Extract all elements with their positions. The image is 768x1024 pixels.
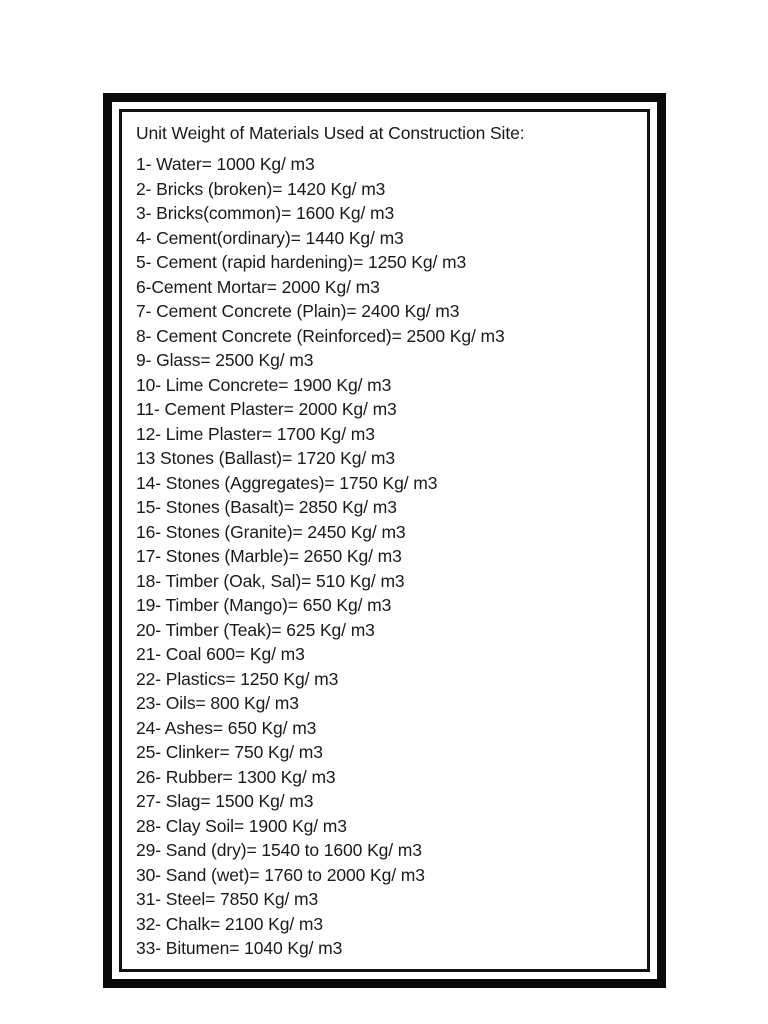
list-item: 33- Bitumen= 1040 Kg/ m3 bbox=[136, 938, 343, 958]
list-item: 9- Glass= 2500 Kg/ m3 bbox=[136, 350, 314, 370]
list-item: 23- Oils= 800 Kg/ m3 bbox=[136, 693, 299, 713]
outer-black-frame bbox=[103, 93, 666, 988]
list-item: 24- Ashes= 650 Kg/ m3 bbox=[136, 717, 317, 738]
list-item: 16- Stones (Granite)= 2450 Kg/ m3 bbox=[136, 521, 406, 542]
list-item: 8- Cement Concrete (Reinforced)= 2500 Kg/ m3 bbox=[136, 325, 505, 346]
list-item: 17- Stones (Marble)= 2650 Kg/ m3 bbox=[136, 546, 402, 566]
list-item: 10- Lime Concrete= 1900 Kg/ m3 bbox=[136, 374, 392, 395]
list-item: 30- Sand (wet)= 1760 to 2000 Kg/ m3 bbox=[136, 864, 425, 885]
document-content bbox=[136, 120, 639, 961]
list-item: 18- Timber (Oak, Sal)= 510 Kg/ m3 bbox=[136, 570, 405, 591]
list-item: 28- Clay Soil= 1900 Kg/ m3 bbox=[136, 815, 347, 836]
list-item: 1- Water= 1000 Kg/ m3 bbox=[136, 154, 315, 174]
list-item: 13 Stones (Ballast)= 1720 Kg/ m3 bbox=[136, 448, 395, 468]
list-item: 19- Timber (Mango)= 650 Kg/ m3 bbox=[136, 595, 392, 615]
inner-bordered-panel bbox=[119, 109, 650, 972]
list-item: 21- Coal 600= Kg/ m3 bbox=[136, 644, 305, 664]
list-item: 27- Slag= 1500 Kg/ m3 bbox=[136, 791, 314, 811]
list-item: 14- Stones (Aggregates)= 1750 Kg/ m3 bbox=[136, 472, 438, 493]
document-title: Unit Weight of Materials Used at Construction Site: bbox=[136, 123, 525, 143]
list-item: 15- Stones (Basalt)= 2850 Kg/ m3 bbox=[136, 497, 397, 517]
list-item: 25- Clinker= 750 Kg/ m3 bbox=[136, 742, 323, 762]
list-item: 4- Cement(ordinary)= 1440 Kg/ m3 bbox=[136, 227, 404, 248]
list-item: 29- Sand (dry)= 1540 to 1600 Kg/ m3 bbox=[136, 840, 422, 860]
list-item: 3- Bricks(common)= 1600 Kg/ m3 bbox=[136, 203, 395, 223]
list-item: 6-Cement Mortar= 2000 Kg/ m3 bbox=[136, 276, 380, 297]
list-item: 22- Plastics= 1250 Kg/ m3 bbox=[136, 668, 339, 689]
list-item: 5- Cement (rapid hardening)= 1250 Kg/ m3 bbox=[136, 252, 467, 272]
list-item: 26- Rubber= 1300 Kg/ m3 bbox=[136, 766, 336, 787]
list-item: 11- Cement Plaster= 2000 Kg/ m3 bbox=[136, 399, 397, 419]
list-item: 32- Chalk= 2100 Kg/ m3 bbox=[136, 913, 324, 934]
list-item: 7- Cement Concrete (Plain)= 2400 Kg/ m3 bbox=[136, 301, 460, 321]
list-item: 31- Steel= 7850 Kg/ m3 bbox=[136, 889, 319, 909]
materials-list bbox=[136, 152, 639, 961]
list-item: 2- Bricks (broken)= 1420 Kg/ m3 bbox=[136, 178, 386, 199]
list-item: 12- Lime Plaster= 1700 Kg/ m3 bbox=[136, 423, 375, 444]
list-item: 20- Timber (Teak)= 625 Kg/ m3 bbox=[136, 619, 375, 640]
frame-white-gap bbox=[112, 102, 657, 979]
